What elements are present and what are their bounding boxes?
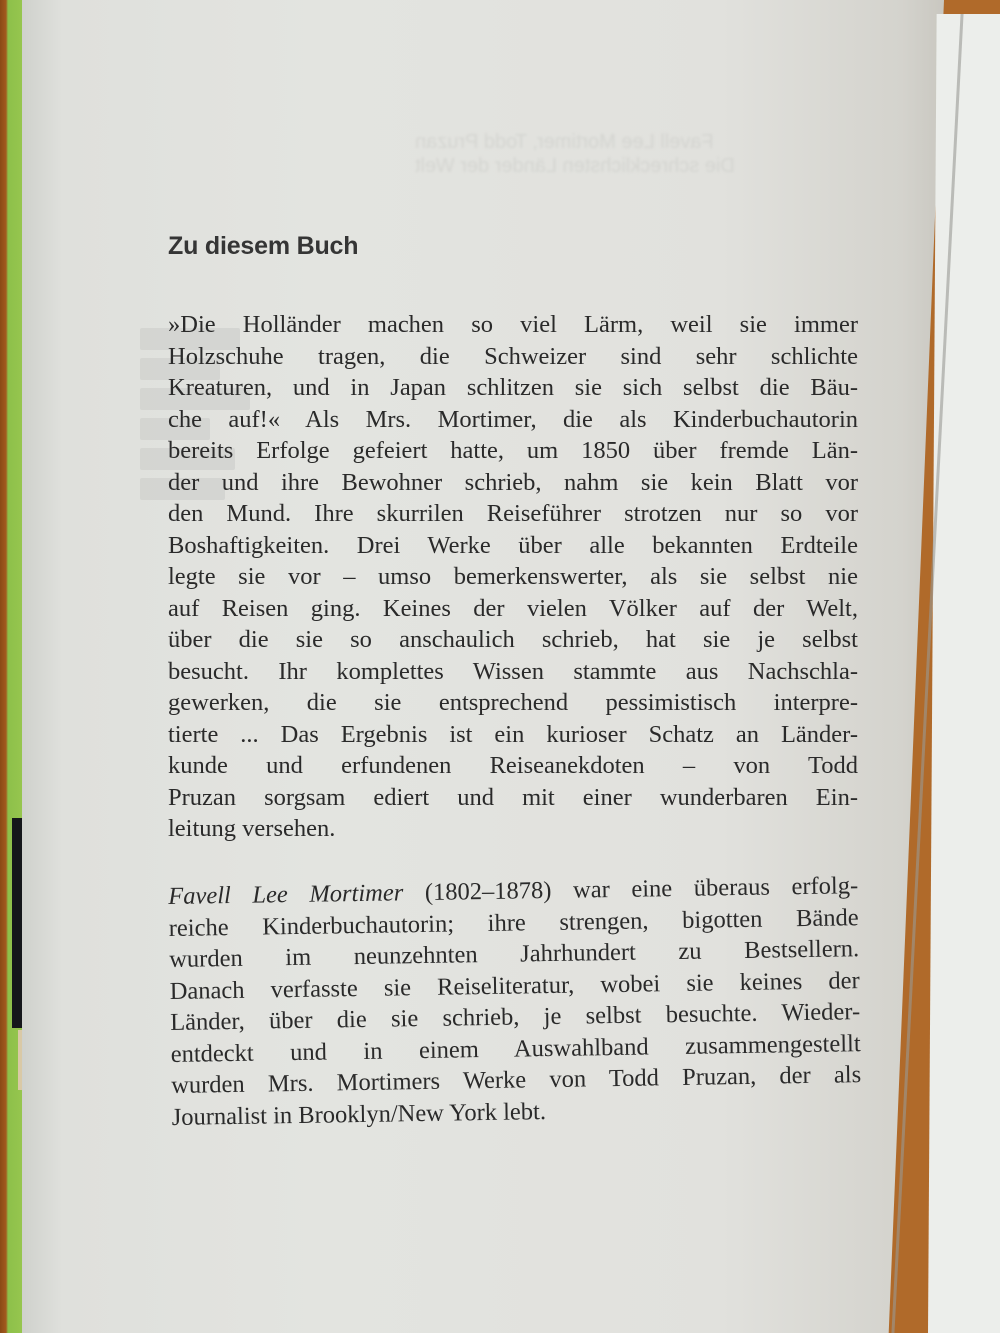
text-line: che auf!« Als Mrs. Mortimer, die als Kinderbuchautorin bbox=[168, 405, 858, 433]
blurb-paragraph bbox=[168, 309, 858, 845]
author-dates: (1802–1878) war eine überaus erfolg- bbox=[403, 871, 859, 906]
page-content bbox=[168, 232, 862, 1133]
text-line: bereits Erfolge gefeiert hatte, um 1850 über fremde Län- bbox=[168, 437, 858, 464]
text-line: besucht. Ihr komplettes Wissen stammte aus Nachschla- bbox=[168, 657, 858, 685]
text-line: Holzschuhe tragen, die Schweizer sind sehr schlichte bbox=[168, 342, 858, 370]
text-line: Journalist in Brooklyn/New York lebt. bbox=[171, 1097, 547, 1130]
next-page-edge bbox=[928, 14, 1000, 1333]
text-line: »Die Holländer machen so viel Lärm, weil sie immer bbox=[168, 311, 858, 338]
bleed-header-line-1: Favell Lee Mortimer, Todd Pruzan bbox=[415, 131, 714, 153]
text-line: wurden im neunzehnten Jahrhundert zu Bestsellern. bbox=[169, 934, 860, 973]
text-line: tierte ... Das Ergebnis ist ein kurioser Schatz an Länder- bbox=[168, 720, 858, 748]
text-line: Kreaturen, und in Japan schlitzen sie sich selbst die Bäu- bbox=[168, 374, 858, 401]
text-line: Danach verfasste sie Reiseliteratur, wobei sie keines der bbox=[169, 966, 860, 1004]
text-line: Länder, über die sie schrieb, je selbst besuchte. Wieder- bbox=[170, 997, 861, 1036]
text-line: leitung versehen. bbox=[168, 815, 336, 842]
text-line: Pruzan sorgsam ediert und mit einer wunderbaren Ein- bbox=[168, 783, 858, 811]
text-line: auf Reisen ging. Keines der vielen Völker auf der Welt, bbox=[168, 594, 858, 622]
bleed-through-header bbox=[415, 130, 875, 178]
text-line: über die sie so anschaulich schrieb, hat sie je selbst bbox=[168, 626, 858, 653]
text-line: Boshaftigkeiten. Drei Werke über alle bekannten Erdteile bbox=[168, 531, 858, 559]
text-line: gewerken, die sie entsprechend pessimistisch interpre- bbox=[168, 689, 858, 716]
text-line: den Mund. Ihre skurrilen Reiseführer strotzen nur so vor bbox=[168, 500, 858, 527]
author-bio-paragraph bbox=[168, 870, 862, 1133]
author-name: Favell Lee Mortimer bbox=[168, 878, 404, 910]
text-line: wurden Mrs. Mortimers Werke von Todd Pruzan, der als bbox=[171, 1060, 862, 1099]
section-heading: Zu diesem Buch bbox=[168, 232, 359, 260]
text-line: kunde und erfundenen Reiseanekdoten – von Todd bbox=[168, 752, 858, 779]
text-line: legte sie vor – umso bemerkenswerter, als sie selbst nie bbox=[168, 563, 858, 590]
bleed-header-line-2: Die schrecklichsten Länder der Welt bbox=[415, 155, 735, 177]
text-line: reiche Kinderbuchautorin; ihre strengen, bigotten Bände bbox=[168, 903, 859, 941]
text-line: entdeckt und in einem Auswahlband zusammengestellt bbox=[170, 1029, 861, 1067]
text-line: der und ihre Bewohner schrieb, nahm sie kein Blatt vor bbox=[168, 468, 858, 496]
